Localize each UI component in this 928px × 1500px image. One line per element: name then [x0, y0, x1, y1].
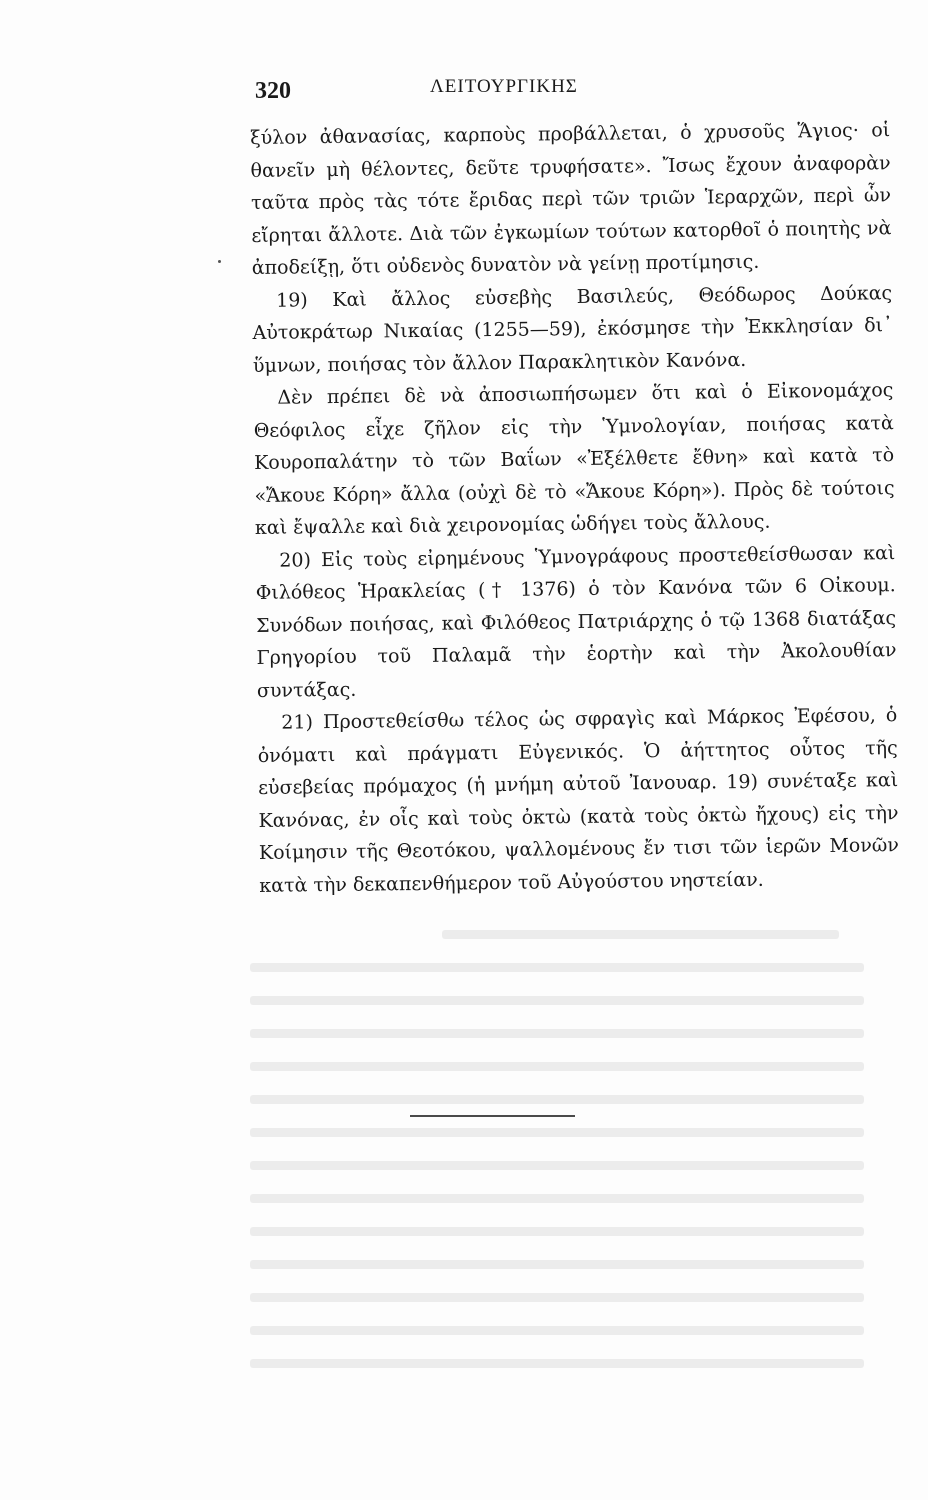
- margin-speck: [218, 260, 221, 263]
- running-head: ΛΕΙΤΟΥΡΓΙΚΗΣ: [430, 76, 578, 97]
- body-text: [250, 114, 899, 902]
- paragraph-theophilos: Δὲν πρέπει δὲ νὰ ἀποσιωπήσωμεν ὅτι καὶ ὁ Εἰκονομάχος Θεόφιλος εἶχε ζῆλον εἰς τὴν Ὑμνολογίαν, ποιήσας κατὰ Κουροπαλάτην τὸ τῶν Βαΐων «Ἐξέλθετε ἔθνη» καὶ κατὰ τὸ «Ἄκουε Κόρη» ἄλλα (οὐχὶ δὲ τὸ «Ἄκουε Κόρη»). Πρὸς δὲ τούτοις καὶ ἔψαλλε καὶ διὰ χειρονομίας ὡδήγει τοὺς ἄλλους.: [253, 379, 895, 539]
- page-header: [255, 68, 895, 108]
- show-through-text: [250, 930, 890, 1450]
- paragraph-item-20: 20) Εἰς τοὺς εἰρημένους Ὑμνογράφους προστεθείσθωσαν καὶ Φιλόθεος Ἡρακλείας († 1376) ὁ τὸν Κανόνα τῶν 6 Οἰκουμ. Συνόδων ποιήσας, καὶ Φιλόθεος Πατριάρχης ὁ τῷ 1368 διατάξας Γρηγορίου τοῦ Παλαμᾶ τὴν ἑορτὴν καὶ τὴν Ἀκολουθίαν συντάξας.: [255, 541, 897, 702]
- page-number: 320: [255, 78, 291, 104]
- paragraph-item-19: 19) Καὶ ἄλλος εὐσεβὴς Βασιλεύς, Θεόδωρος Δούκας Αὐτοκράτωρ Νικαίας (1255—59), ἐκόσμησε τὴν Ἐκκλησίαν δι᾿ ὕμνων, ποιήσας τὸν ἄλλον Παρακλητικὸν Κανόνα.: [252, 281, 893, 377]
- show-through-rule: [410, 1115, 575, 1117]
- paragraph-continuation: ξύλον ἀθανασίας, καρποὺς προβάλλεται, ὁ χρυσοῦς Ἅγιος· οἱ θανεῖν μὴ θέλοντες, δεῦτε τρυφήσατε». Ἴσως ἔχουν ἀναφορὰν ταῦτα πρὸς τὰς τότε ἔριδας περὶ τῶν τριῶν Ἱεραρχῶν, περὶ ὧν εἴρηται ἄλλοτε. Διὰ τῶν ἐγκωμίων τούτων κατορθοῖ ὁ ποιητὴς νὰ ἀποδείξῃ, ὅτι οὐδενὸς δυνατὸν νὰ γείνῃ προτίμησις.: [250, 119, 892, 279]
- paragraph-item-21: 21) Προστεθείσθω τέλος ὡς σφραγὶς καὶ Μάρκος Ἐφέσου, ὁ ὀνόματι καὶ πράγματι Εὐγενικός. Ὁ ἀήττητος οὗτος τῆς εὐσεβείας πρόμαχος (ἡ μνήμη αὐτοῦ Ἰανουαρ. 19) συνέταξε καὶ Κανόνας, ἐν οἷς καὶ τοὺς ὀκτὼ (κατὰ τοὺς ὀκτὼ ἤχους) εἰς τὴν Κοίμησιν τῆς Θεοτόκου, ψαλλομένους ἔν τισι τῶν ἱερῶν Μονῶν κατὰ τὴν δεκαπενθήμερον τοῦ Αὐγούστου νηστείαν.: [257, 704, 900, 897]
